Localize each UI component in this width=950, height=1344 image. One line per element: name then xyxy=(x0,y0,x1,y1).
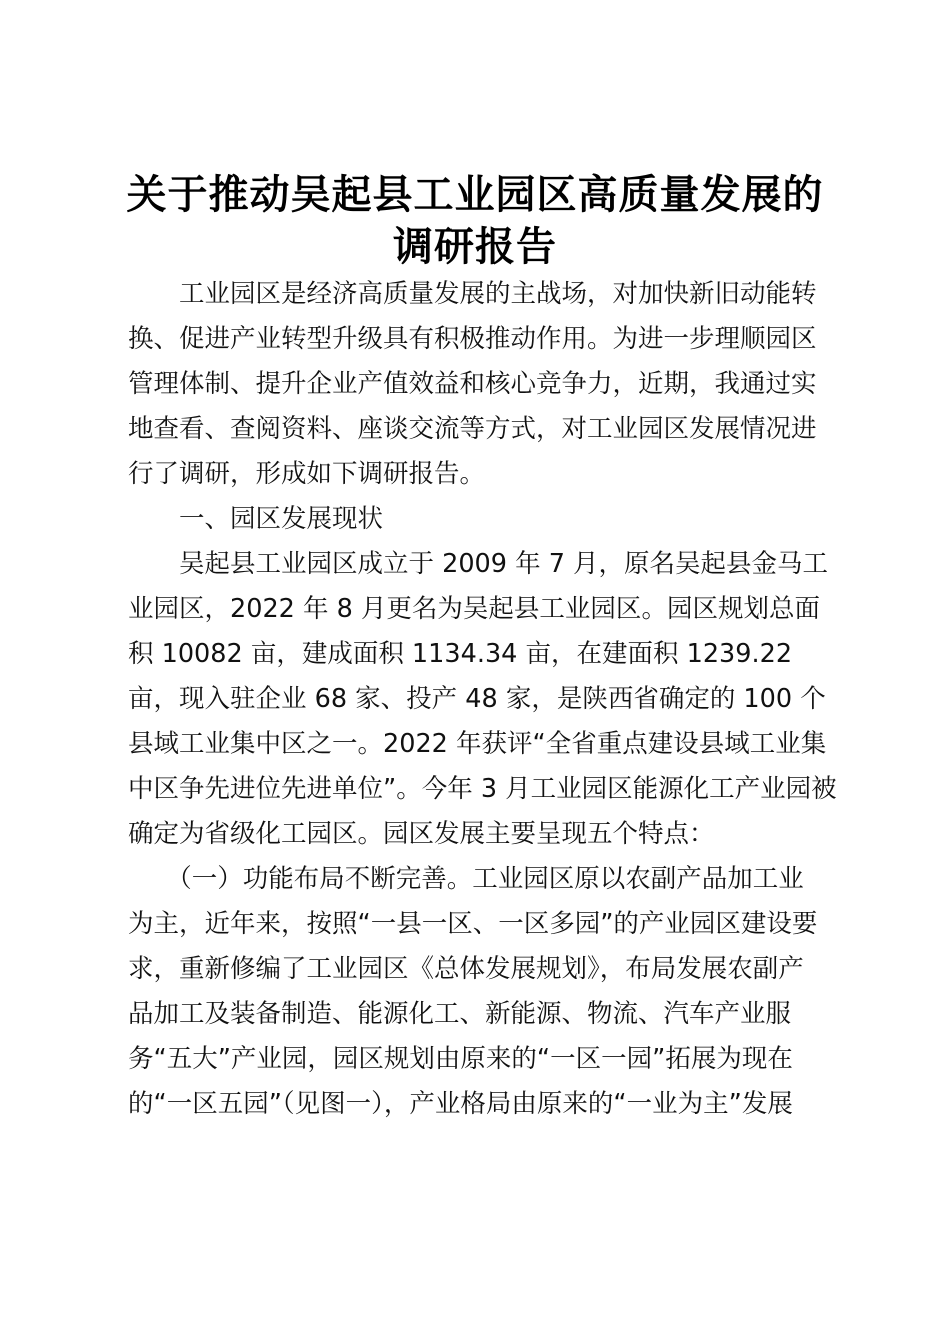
paragraph-line: 换、促进产业转型升级具有积极推动作用。为进一步理顺园区 xyxy=(128,324,817,354)
paragraph-line: 地查看、查阅资料、座谈交流等方式，对工业园区发展情况进 xyxy=(128,414,817,444)
paragraph-line: 管理体制、提升企业产值效益和核心竞争力，近期，我通过实 xyxy=(128,369,817,399)
paragraph-line: 品加工及装备制造、能源化工、新能源、物流、汽车产业服 xyxy=(128,999,792,1029)
paragraph-line: 亩，现入驻企业 68 家、投产 48 家，是陕西省确定的 100 个 xyxy=(128,684,826,714)
paragraph-line: 积 10082 亩，建成面积 1134.34 亩，在建面积 1239.22 xyxy=(128,639,793,669)
paragraph-line: 的“一区五园”（见图一），产业格局由原来的“一业为主”发展 xyxy=(128,1089,793,1119)
paragraph-line: 行了调研，形成如下调研报告。 xyxy=(128,459,486,489)
paragraph-line: 中区争先进位先进单位”。今年 3 月工业园区能源化工产业园被 xyxy=(128,774,837,804)
paragraph-line: 业园区，2022 年 8 月更名为吴起县工业园区。园区规划总面 xyxy=(128,594,820,624)
section-heading: 一、园区发展现状 xyxy=(128,504,384,534)
paragraph-line: （一）功能布局不断完善。工业园区原以农副产品加工业 xyxy=(128,864,804,894)
paragraph-line: 工业园区是经济高质量发展的主战场，对加快新旧动能转 xyxy=(128,279,817,309)
paragraph-line: 确定为省级化工园区。园区发展主要呈现五个特点： xyxy=(128,819,715,849)
paragraph-line: 县域工业集中区之一。2022 年获评“全省重点建设县域工业集 xyxy=(128,729,827,759)
document-title-line-1: 关于推动吴起县工业园区高质量发展的 xyxy=(126,171,824,218)
paragraph-line: 为主，近年来，按照“一县一区、一区多园”的产业园区建设要 xyxy=(128,909,818,939)
paragraph-line: 求，重新修编了工业园区《总体发展规划》，布局发展农副产 xyxy=(128,954,804,984)
document-title-line-2: 调研报告 xyxy=(393,223,557,270)
paragraph-line: 吴起县工业园区成立于 2009 年 7 月，原名吴起县金马工 xyxy=(128,549,829,579)
paragraph-line: 务“五大”产业园，园区规划由原来的“一区一园”拓展为现在 xyxy=(128,1044,793,1074)
